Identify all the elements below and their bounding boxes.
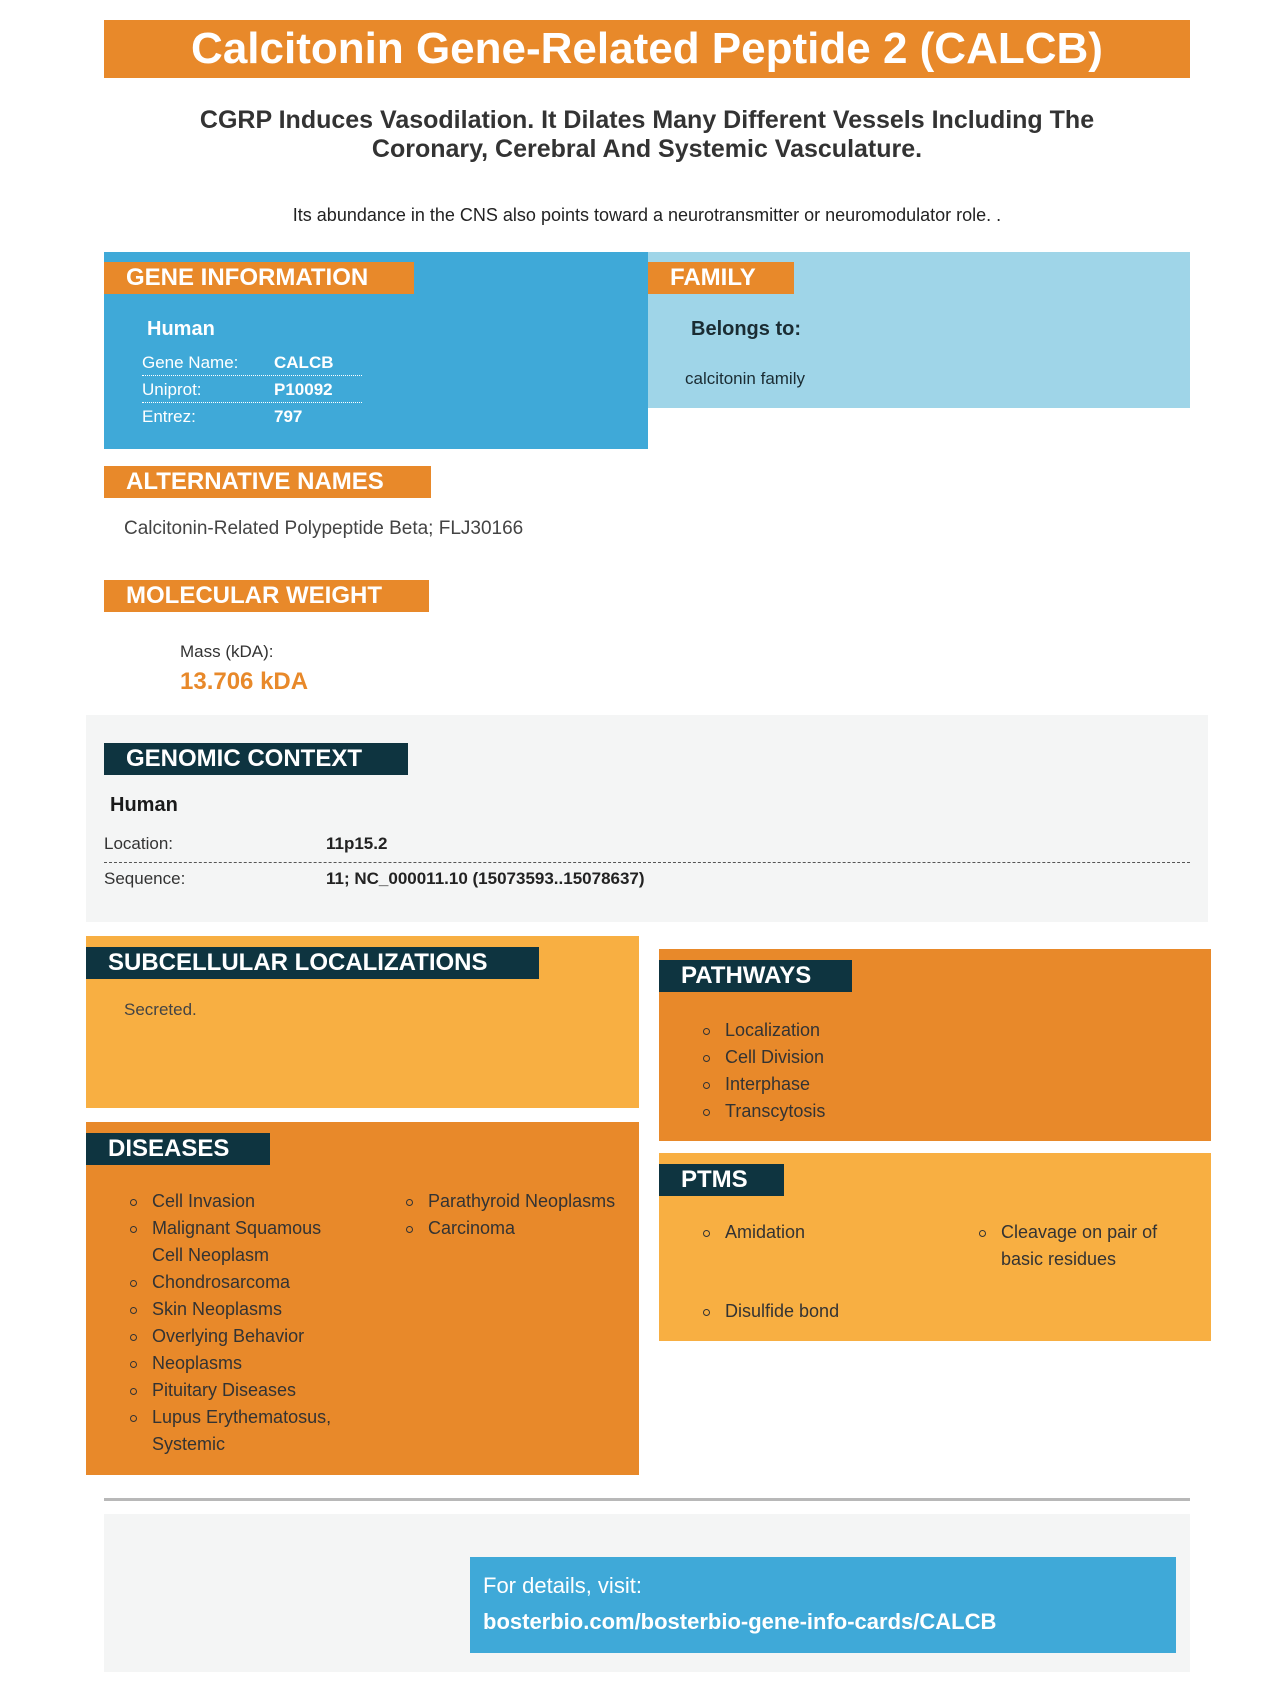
footer-link-box[interactable] xyxy=(470,1557,1176,1653)
sequence-label: Sequence: xyxy=(104,869,186,888)
list-item: Skin Neoplasms xyxy=(128,1296,338,1323)
alternative-names-value: Calcitonin-Related Polypeptide Beta; FLJ30166 xyxy=(124,518,524,539)
molecular-weight-header: MOLECULAR WEIGHT xyxy=(104,580,429,612)
location-label: Location: xyxy=(104,834,173,853)
alternative-names-header: ALTERNATIVE NAMES xyxy=(104,466,431,498)
pathways-panel xyxy=(659,949,1211,1141)
subcellular-panel xyxy=(86,936,639,1108)
sequence-value: 11; NC_000011.10 (15073593..15078637) xyxy=(326,869,645,888)
mass-label: Mass (kDA): xyxy=(180,642,274,661)
footer-url-link[interactable]: bosterbio.com/bosterbio-gene-info-cards/CALCB xyxy=(483,1609,997,1634)
uniprot-value: P10092 xyxy=(274,380,333,399)
genomic-divider xyxy=(104,862,1190,863)
gene-row-name xyxy=(142,349,362,375)
gene-row-uniprot xyxy=(142,376,362,402)
list-item: Disulfide bond xyxy=(701,1298,941,1325)
list-item: Overlying Behavior xyxy=(128,1323,338,1350)
belongs-to-label: Belongs to: xyxy=(691,318,801,340)
list-item: Neoplasms xyxy=(128,1350,338,1377)
pathways-list xyxy=(701,1017,825,1125)
family-value: calcitonin family xyxy=(685,369,805,388)
list-item: Cleavage on pair of basic residues xyxy=(977,1219,1177,1273)
uniprot-label: Uniprot: xyxy=(142,380,202,399)
diseases-list-col2 xyxy=(404,1188,634,1242)
list-item: Localization xyxy=(701,1017,825,1044)
diseases-list-col1 xyxy=(128,1188,338,1458)
subcellular-value: Secreted. xyxy=(124,1000,197,1019)
ptms-list-col1 xyxy=(701,1219,941,1246)
diseases-header: DISEASES xyxy=(86,1133,270,1165)
list-item: Transcytosis xyxy=(701,1098,825,1125)
list-item: Lupus Erythematosus, Systemic xyxy=(128,1404,338,1458)
gene-information-header: GENE INFORMATION xyxy=(104,262,414,294)
list-item: Cell Division xyxy=(701,1044,825,1071)
pathways-header: PATHWAYS xyxy=(659,960,852,992)
page-title: Calcitonin Gene-Related Peptide 2 (CALCB) xyxy=(104,20,1190,78)
diseases-panel xyxy=(86,1122,639,1475)
list-item: Chondrosarcoma xyxy=(128,1269,338,1296)
genomic-context-panel xyxy=(86,715,1208,922)
intro-text: Its abundance in the CNS also points toward a neurotransmitter or neuromodulator role. . xyxy=(292,205,1002,225)
genomic-context-header: GENOMIC CONTEXT xyxy=(104,743,408,775)
subcellular-header: SUBCELLULAR LOCALIZATIONS xyxy=(86,947,539,979)
entrez-label: Entrez: xyxy=(142,407,196,426)
ptms-header: PTMS xyxy=(659,1164,784,1196)
family-panel xyxy=(648,252,1190,408)
list-item: Pituitary Diseases xyxy=(128,1377,338,1404)
genomic-species: Human xyxy=(110,794,178,816)
location-value: 11p15.2 xyxy=(326,834,388,853)
list-item: Interphase xyxy=(701,1071,825,1098)
gene-name-value: CALCB xyxy=(274,353,334,372)
list-item: Malignant Squamous Cell Neoplasm xyxy=(128,1215,338,1269)
subtitle: CGRP Induces Vasodilation. It Dilates Many Different Vessels Including The Coronary, Cerebral And Systemic Vasculature. xyxy=(199,106,1095,163)
gene-species: Human xyxy=(147,318,215,340)
ptms-panel xyxy=(659,1153,1211,1341)
list-item: Amidation xyxy=(701,1219,941,1246)
family-header: FAMILY xyxy=(648,262,794,294)
ptms-list-col1-row2 xyxy=(701,1298,941,1325)
list-item: Cell Invasion xyxy=(128,1188,338,1215)
gene-row-entrez xyxy=(142,403,362,429)
entrez-value: 797 xyxy=(274,407,303,426)
footer-label: For details, visit: xyxy=(483,1573,642,1598)
list-item: Carcinoma xyxy=(404,1215,634,1242)
gene-information-panel xyxy=(104,252,648,449)
mass-value: 13.706 kDA xyxy=(180,668,309,695)
gene-name-label: Gene Name: xyxy=(142,353,239,372)
ptms-list-col2 xyxy=(977,1219,1177,1273)
footer-divider xyxy=(104,1498,1190,1501)
list-item: Parathyroid Neoplasms xyxy=(404,1188,634,1215)
